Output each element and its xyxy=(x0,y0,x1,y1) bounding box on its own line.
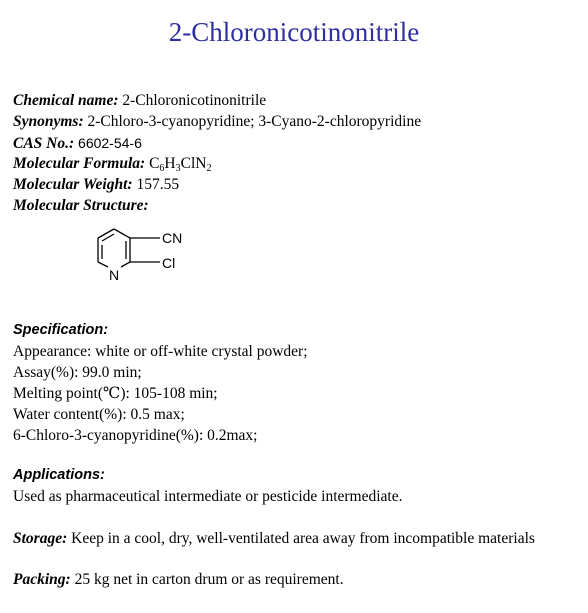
spec-item: Appearance: white or off-white crystal powder; xyxy=(13,343,308,360)
ring-bond-3 xyxy=(114,229,130,238)
molecular-structure xyxy=(88,222,208,290)
storage-row xyxy=(13,529,535,549)
page-title: 2-Chloronicotinonitrile xyxy=(168,17,420,47)
storage-value: Keep in a cool, dry, well-ventilated area away from incompatible materials xyxy=(71,530,535,547)
spec-item: 6-Chloro-3-cyanopyridine(%): 0.2max; xyxy=(13,427,258,444)
formula-rest: ClN xyxy=(180,155,207,172)
ring-bond-2 xyxy=(98,229,114,238)
synonyms-value: 2-Chloro-3-cyanopyridine; 3-Cyano-2-chloropyridine xyxy=(87,113,422,130)
storage-label: Storage: xyxy=(13,530,68,547)
structure-cn-label: CN xyxy=(162,230,183,246)
formula-h-count: 3 xyxy=(175,163,181,174)
applications-heading xyxy=(13,465,105,485)
chemical-name-label: Chemical name: xyxy=(13,92,119,109)
synonyms-row xyxy=(13,112,421,132)
specification-label: Specification: xyxy=(13,322,109,338)
structure-row xyxy=(13,196,149,216)
spec-item: Assay(%): 99.0 min; xyxy=(13,364,142,381)
applications-value: Used as pharmaceutical intermediate or pesticide intermediate. xyxy=(13,488,403,505)
structure-n-label: N xyxy=(109,267,120,283)
weight-label: Molecular Weight: xyxy=(13,176,133,193)
spec-item: Water content(%): 0.5 max; xyxy=(13,406,185,423)
spec-item: Melting point(℃): 105-108 min; xyxy=(13,385,218,402)
formula-c-count: 6 xyxy=(159,163,165,174)
formula-row xyxy=(13,154,211,174)
packing-label: Packing: xyxy=(13,571,71,588)
synonyms-label: Synonyms: xyxy=(13,113,84,130)
structure-label: Molecular Structure: xyxy=(13,197,149,214)
weight-row xyxy=(13,175,179,195)
structure-cl-label: Cl xyxy=(162,255,176,271)
formula-label: Molecular Formula: xyxy=(13,155,146,172)
structure-drawing xyxy=(88,222,208,290)
weight-value: 157.55 xyxy=(136,176,180,193)
cas-value: 6602-54-6 xyxy=(78,135,142,151)
chemical-name-value: 2-Chloronicotinonitrile xyxy=(122,92,267,109)
cas-label: CAS No.: xyxy=(13,135,75,152)
ring-bond-6 xyxy=(98,262,108,267)
formula-n-count: 2 xyxy=(206,163,212,174)
packing-value: 25 kg net in carton drum or as requirement. xyxy=(74,571,344,588)
formula-c: C xyxy=(149,155,160,172)
applications-label: Applications: xyxy=(13,467,105,483)
chemical-name-row xyxy=(13,91,266,111)
packing-row xyxy=(13,570,344,590)
ring-bond-5 xyxy=(121,262,130,267)
specification-heading xyxy=(13,320,108,340)
formula-h: H xyxy=(164,155,176,172)
cas-row xyxy=(13,133,142,154)
formula-value xyxy=(149,155,211,172)
